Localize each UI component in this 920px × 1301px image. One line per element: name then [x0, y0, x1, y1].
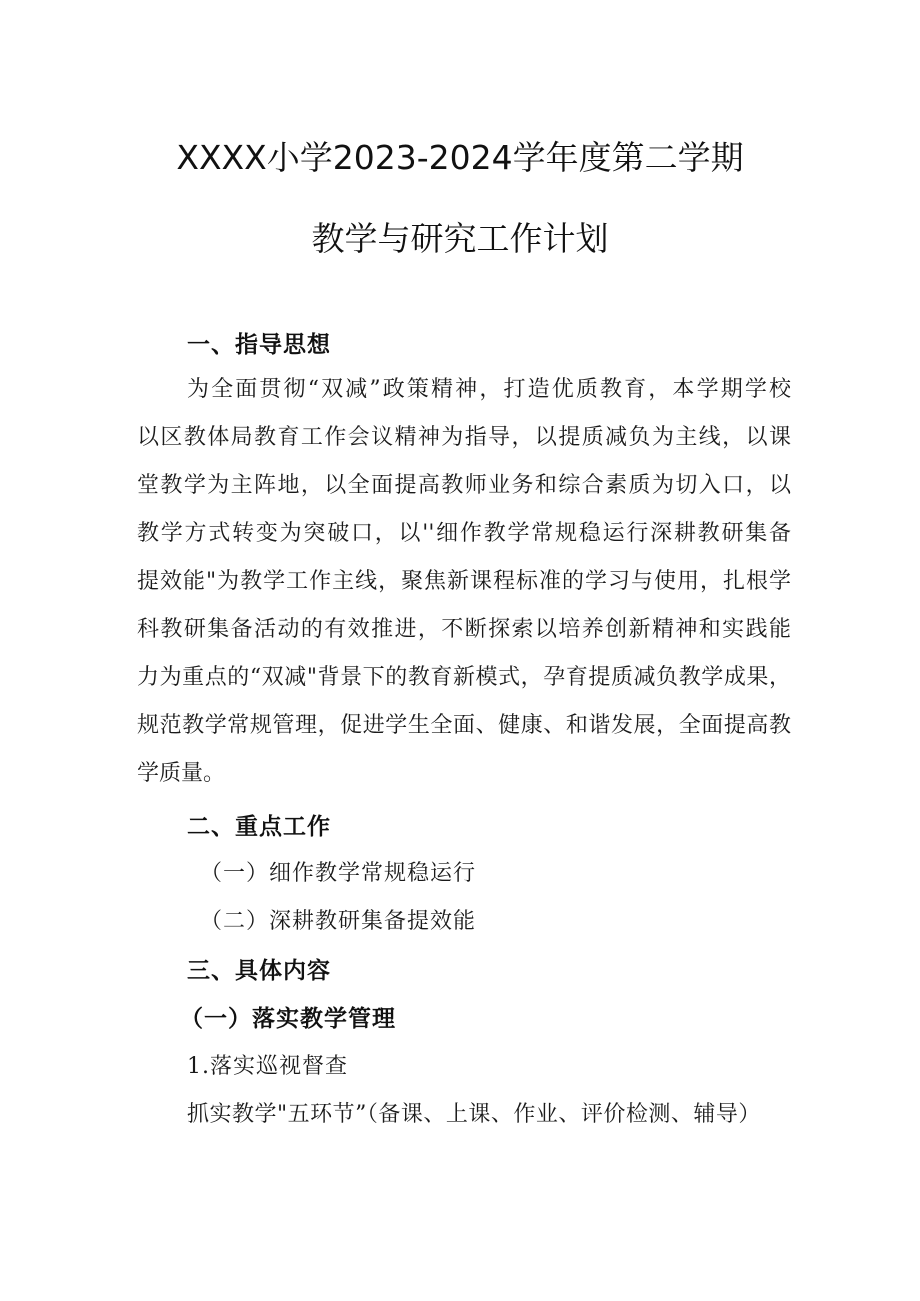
section3-item1-title: 1.落实巡视督查: [187, 1054, 348, 1079]
section3-subheading: （一）落实教学管理: [180, 1005, 396, 1032]
section1-heading: 一、指导思想: [187, 331, 331, 358]
paragraph-line: 为全面贯彻“双减”政策精神，打造优质教育，本学期学校: [187, 377, 791, 402]
paragraph-line: 力为重点的“双减"背景下的教育新模式，孕育提质减负教学成果，: [137, 665, 791, 690]
paragraph-line: 堂教学为主阵地，以全面提高教师业务和综合素质为切入口，以: [137, 473, 791, 498]
section2-item-2: （二）深耕教研集备提效能: [200, 909, 477, 934]
section3-heading: 三、具体内容: [187, 957, 331, 984]
paragraph-line: 学质量。: [137, 761, 226, 786]
document-title-line2: 教学与研究工作计划: [311, 219, 609, 258]
section2-item-1: （一）细作教学常规稳运行: [200, 861, 477, 886]
section3-item1-text: 抓实教学"五环节”（备课、上课、作业、评价检测、辅导）: [187, 1102, 761, 1127]
section2-heading: 二、重点工作: [187, 813, 331, 840]
paragraph-line: 规范教学常规管理，促进学生全面、健康、和谐发展，全面提高教: [137, 713, 791, 738]
paragraph-line: 科教研集备活动的有效推进，不断探索以培养创新精神和实践能: [137, 617, 791, 642]
paragraph-line: 以区教体局教育工作会议精神为指导，以提质减负为主线，以课: [137, 425, 791, 450]
section1-paragraph: [137, 366, 791, 798]
paragraph-line: 提效能"为教学工作主线，聚焦新课程标准的学习与使用，扎根学: [137, 569, 791, 594]
paragraph-line: 教学方式转变为突破口，以''细作教学常规稳运行深耕教研集备: [137, 521, 791, 546]
document-title-line1: XXXX小学2023-2024学年度第二学期: [176, 138, 744, 177]
